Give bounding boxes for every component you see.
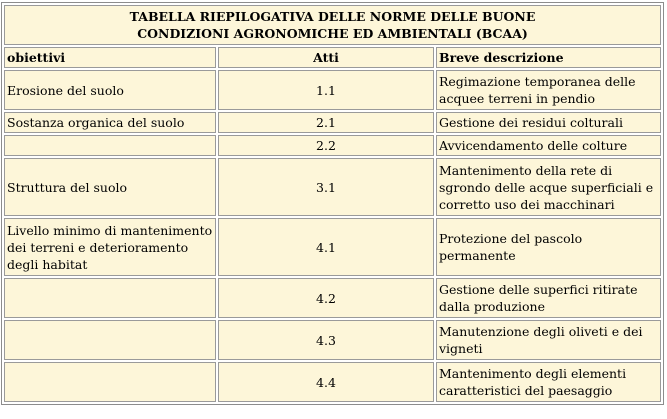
table-row xyxy=(4,362,661,402)
cell-atto: 4.4 xyxy=(218,362,434,402)
cell-atto: 4.2 xyxy=(218,278,434,318)
title-row xyxy=(4,5,661,45)
header-obiettivi: obiettivi xyxy=(4,47,216,68)
cell-atto: 2.1 xyxy=(218,112,434,133)
cell-obiettivo xyxy=(4,135,216,156)
header-atti: Atti xyxy=(218,47,434,68)
cell-obiettivo xyxy=(4,278,216,318)
cell-descrizione: Avvicendamento delle colture xyxy=(436,135,661,156)
cell-atto: 2.2 xyxy=(218,135,434,156)
table-row xyxy=(4,70,661,110)
table-row xyxy=(4,320,661,360)
cell-obiettivo xyxy=(4,320,216,360)
cell-atto: 3.1 xyxy=(218,158,434,216)
cell-descrizione: Gestione dei residui colturali xyxy=(436,112,661,133)
cell-obiettivo xyxy=(4,362,216,402)
cell-obiettivo: Struttura del suolo xyxy=(4,158,216,216)
bcaa-summary-table xyxy=(1,2,664,405)
cell-descrizione: Regimazione temporanea delle acquee terreni in pendio xyxy=(436,70,661,110)
table-title-line-1: TABELLA RIEPILOGATIVA DELLE NORME DELLE BUONE xyxy=(129,9,536,24)
cell-descrizione: Manutenzione degli oliveti e dei vigneti xyxy=(436,320,661,360)
cell-descrizione: Mantenimento degli elementi caratteristici del paesaggio xyxy=(436,362,661,402)
header-row xyxy=(4,47,661,68)
cell-descrizione: Mantenimento della rete di sgrondo delle acque superficiali e corretto uso dei macchinari xyxy=(436,158,661,216)
cell-atto: 4.1 xyxy=(218,218,434,276)
table-row xyxy=(4,158,661,216)
table-title xyxy=(4,5,661,45)
cell-obiettivo: Erosione del suolo xyxy=(4,70,216,110)
table-row xyxy=(4,278,661,318)
table-title-line-2: CONDIZIONI AGRONOMICHE ED AMBIENTALI (BCAA) xyxy=(137,26,528,41)
cell-descrizione: Gestione delle superfici ritirate dalla produzione xyxy=(436,278,661,318)
cell-obiettivo: Livello minimo di mantenimento dei terreni e deterioramento degli habitat xyxy=(4,218,216,276)
cell-atto: 1.1 xyxy=(218,70,434,110)
table-row xyxy=(4,218,661,276)
table-row xyxy=(4,135,661,156)
table-row xyxy=(4,112,661,133)
cell-descrizione: Protezione del pascolo permanente xyxy=(436,218,661,276)
header-descrizione: Breve descrizione xyxy=(436,47,661,68)
cell-atto: 4.3 xyxy=(218,320,434,360)
cell-obiettivo: Sostanza organica del suolo xyxy=(4,112,216,133)
